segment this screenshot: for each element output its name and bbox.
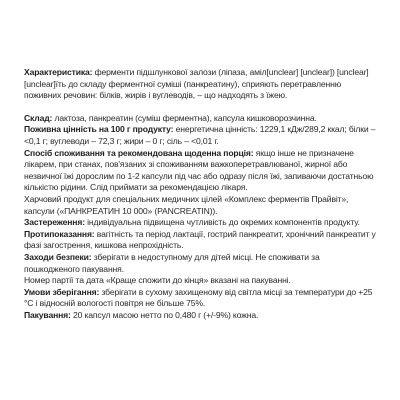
safety-label: Заходи безпеки: [24,251,92,262]
storage-text: зберігати в сухому захищеному від світла місці за температури до +25 °С і відносній вологості повітря не більше 75%. [24,286,373,309]
application-text: індивідуальна підвищена чутливість до окремих компонентів продукту. [87,217,360,228]
special-purpose-paragraph [24,194,376,217]
packaging-text: 20 капсул масою нетто по 0,480 г (+/-9%) кожна. [73,309,259,320]
storage-paragraph [24,287,376,310]
composition-text: лактоза, панкреатин (суміш ферментна), капсула кишковорозчинна. [54,112,317,123]
safety-text: зберігати в недоступному для дітей місці. Не споживати за пошкодженого пакування. [24,251,320,274]
application-paragraph [24,217,376,229]
batch-text: Номер партії та дата «Краще спожити до кінця» вказані на пакуванні. [24,275,291,286]
storage-label: Умови зберігання: [24,286,100,297]
composition-paragraph [24,113,376,125]
packaging-paragraph [24,310,376,322]
nutrition-paragraph [24,124,376,147]
characteristic-paragraph [24,67,376,102]
safety-paragraph [24,252,376,275]
usage-paragraph [24,148,376,194]
nutrition-label: Поживна цінність на 100 г продукту: [24,124,174,135]
batch-paragraph [24,275,376,287]
usage-text: якщо інше не призначене лікарем, при станах, пов'язаних зі споживанням важкоперетравлюваної, жирної або незвичної їжі дорослим по 1-2 капсули під час або одразу після їжі, запиваючи достатньою кількістю рідини. Слід приймати за рекомендацією лікаря. [24,147,374,193]
characteristic-text: ферменти підшлункової залози (ліпаза, аміл[unclear] [unclear]) [unclear] [unclear]їть до складу ферментної суміші (панкреатину), сприяють перетравленню поживних речовин: білків, жирів і вуглеводів, – що надходять з їжею. [24,67,369,101]
section-gap [24,102,376,113]
composition-label: Склад: [24,112,53,123]
document-body [24,67,376,321]
usage-label: Спосіб споживання та рекомендована щоденна порція: [24,147,254,158]
nutrition-text: енергетична цінність: 1229,1 кДж/289,2 ккал; білки – <0,1 г; вуглеводи – 72,3 г; жири – 0 г; сіль – <0,01 г. [24,124,376,146]
contraindications-label: Протипоказання: [24,228,95,239]
contraindications-paragraph [24,229,376,252]
characteristic-label: Характеристика: [24,67,93,77]
application-label: Застереження: [24,217,85,228]
special-purpose-text: Харчовий продукт для спеціальних медичних цілей «Комплекс ферментів Прайвіт», капсули («ПАНКРЕАТИН 10 000» (PANCREATIN)). [24,193,349,216]
contraindications-text: вагітність та період лактації, гострий панкреатит, хронічний панкреатит у фазі загострення, кишкова непрохідність. [24,228,376,251]
packaging-label: Пакування: [24,309,71,320]
